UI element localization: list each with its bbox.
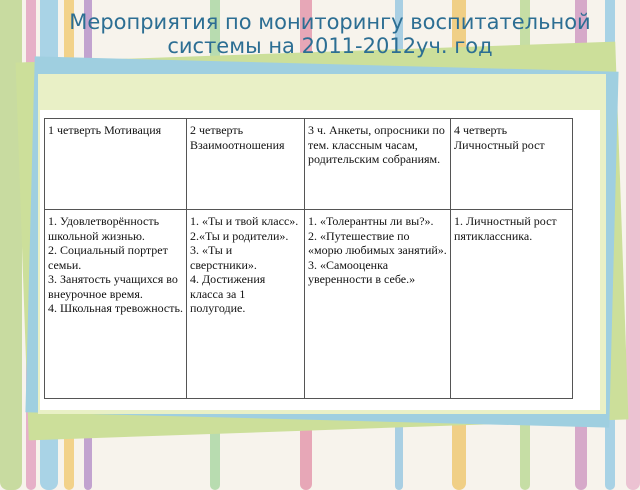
slide-title: Мероприятия по мониторингу воспитательной системы на 2011-2012уч. год bbox=[69, 10, 591, 58]
list-item: 3. «Ты и сверстники». bbox=[190, 243, 257, 272]
header-text: 3 ч. Анкеты, опросники по тем. классным часам, родительским собраниям. bbox=[308, 123, 445, 166]
header-text: 2 четверть Взаимоотношения bbox=[190, 123, 285, 152]
cell-q3 bbox=[305, 210, 451, 399]
header-cell-q1 bbox=[45, 119, 187, 210]
list-item: 1. «Толерантны ли вы?». bbox=[308, 214, 434, 228]
list-item: 1. «Ты и твой класс». bbox=[190, 214, 299, 228]
list-item: 2.«Ты и родители». bbox=[190, 228, 289, 243]
table-header-row bbox=[45, 119, 573, 210]
list-item: 1. Личностный рост пятиклассника. bbox=[454, 214, 557, 243]
list-item: 2. «Путешествие по «морю любимых занятий». bbox=[308, 228, 447, 257]
list-item: 3. Занятость учащихся во внеурочное время. bbox=[48, 272, 178, 301]
cell-q1 bbox=[45, 210, 187, 399]
monitoring-table bbox=[44, 118, 573, 399]
list-item: 4. Школьная тревожность. bbox=[48, 301, 183, 315]
cell-q4 bbox=[451, 210, 573, 399]
table-row bbox=[45, 210, 573, 399]
header-text: 4 четверть Личностный рост bbox=[454, 123, 545, 152]
header-cell-q2 bbox=[187, 119, 305, 210]
cell-q2 bbox=[187, 210, 305, 399]
list-item: 1. Удовлетворённость школьной жизнью. bbox=[48, 214, 160, 243]
header-cell-q3 bbox=[305, 119, 451, 210]
header-cell-q4 bbox=[451, 119, 573, 210]
list-item: 4. Достижения класса за 1 полугодие. bbox=[190, 272, 266, 315]
header-text: 1 четверть Мотивация bbox=[48, 123, 162, 137]
list-item: 3. «Самооценка уверенности в себе.» bbox=[308, 257, 416, 286]
list-item: 2. Социальный портрет семьи. bbox=[48, 243, 168, 272]
